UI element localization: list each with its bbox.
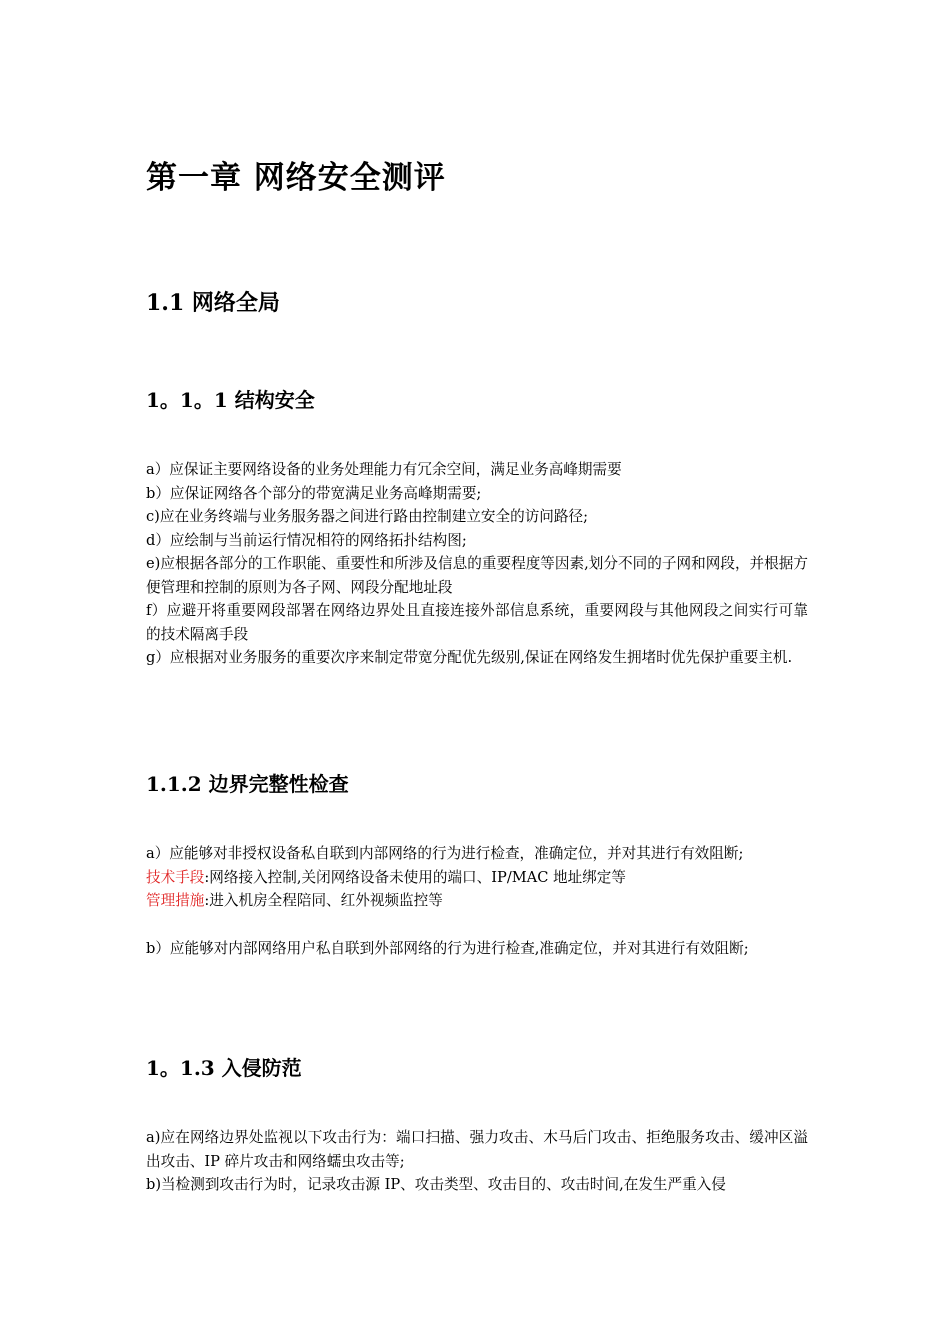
- list-item: a）应能够对非授权设备私自联到内部网络的行为进行检查，准确定位，并对其进行有效阻断;: [146, 845, 744, 862]
- spacer: [146, 913, 808, 937]
- mgmt-measures-label: 管理措施: [146, 892, 205, 909]
- list-item: c)应在业务终端与业务服务器之间进行路由控制建立安全的访问路径;: [146, 508, 589, 525]
- subsection-title-1-1-2: 1.1.2 边界完整性检查: [146, 772, 349, 796]
- tech-means-label: 技术手段: [146, 868, 205, 886]
- list-item: b)当检测到攻击行为时，记录攻击源 IP、攻击类型、攻击目的、攻击时间,在发生严重入侵: [146, 1176, 726, 1193]
- list-item: f）应避开将重要网段部署在网络边界处且直接连接外部信息系统，重要网段与其他网段之间实行可靠的技术隔离手段: [146, 602, 808, 643]
- section-title-1-1: 1.1 网络全局: [146, 290, 280, 316]
- boundary-integrity-list: [146, 842, 808, 960]
- subsection-title-1-1-3: 1。1.3 入侵防范: [146, 1056, 302, 1080]
- list-item: [146, 889, 808, 913]
- tech-means-text: :网络接入控制,关闭网络设备未使用的端口、IP/MAC 地址绑定等: [204, 868, 626, 886]
- list-item: b）应保证网络各个部分的带宽满足业务高峰期需要;: [146, 484, 482, 502]
- structure-security-list: [146, 458, 808, 670]
- list-item: a)应在网络边界处监视以下攻击行为：端口扫描、强力攻击、木马后门攻击、拒绝服务攻击、缓冲区溢出攻击、IP 碎片攻击和网络蠕虫攻击等;: [146, 1129, 808, 1170]
- list-item: a）应保证主要网络设备的业务处理能力有冗余空间，满足业务高峰期需要: [146, 461, 622, 478]
- list-item: [146, 866, 808, 890]
- chapter-title: 第一章 网络安全测评: [146, 160, 446, 196]
- list-item: d）应绘制与当前运行情况相符的网络拓扑结构图;: [146, 531, 467, 549]
- mgmt-measures-text: :进入机房全程陪同、红外视频监控等: [204, 892, 443, 909]
- list-item: b）应能够对内部网络用户私自联到外部网络的行为进行检查,准确定位，并对其进行有效阻断;: [146, 939, 749, 957]
- list-item: e)应根据各部分的工作职能、重要性和所涉及信息的重要程度等因素,划分不同的子网和网段，并根据方便管理和控制的原则为各子网、网段分配地址段: [146, 555, 808, 596]
- intrusion-prevention-list: [146, 1126, 808, 1197]
- subsection-title-1-1-1: 1。1。1 结构安全: [146, 388, 315, 412]
- list-item: g）应根据对业务服务的重要次序来制定带宽分配优先级别,保证在网络发生拥堵时优先保护重要主机.: [146, 649, 793, 666]
